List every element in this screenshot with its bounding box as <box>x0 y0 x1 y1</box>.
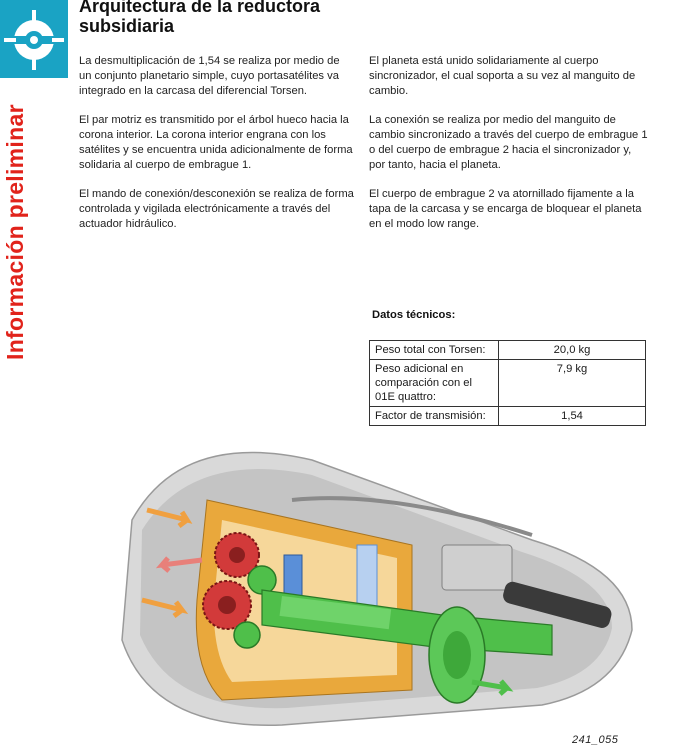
paragraph: El cuerpo de embrague 2 va atornillado fijamente a la tapa de la carcasa y se encarga de bloquear el planeta en el modo low range. <box>369 188 642 230</box>
right-column <box>369 54 649 246</box>
paragraph: La conexión se realiza por medio del manguito de cambio sincronizado a través del cuerpo de embrague 1 o del cuerpo de embrague 2 hacia el sincronizador y, por tanto, hacia el planeta. <box>369 114 648 171</box>
paragraph: La desmultiplicación de 1,54 se realiza por medio de un conjunto planetario simple, cuyo portasatélites va integrado en la carcasa del diferencial Torsen. <box>79 55 340 97</box>
paragraph: El mando de conexión/desconexión se realiza de forma controlada y vigilada electrónicamente a través del actuador hidráulico. <box>79 188 354 230</box>
table-row <box>370 341 646 360</box>
specs-heading: Datos técnicos: <box>372 309 456 321</box>
page-title: Arquitectura de la reductora subsidiaria <box>79 0 321 36</box>
spec-label: Peso adicional en comparación con el 01E quattro: <box>370 360 499 407</box>
gear-transmission-icon <box>0 0 68 78</box>
transmission-cutaway-illustration <box>112 370 652 730</box>
left-column <box>79 54 355 246</box>
side-label: Información preliminar <box>2 104 28 360</box>
paragraph: El planeta está unido solidariamente al cuerpo sincronizador, el cual soporta a su vez al manguito de cambio. <box>369 55 636 97</box>
spec-value: 20,0 kg <box>499 341 646 360</box>
spec-value: 1,54 <box>499 407 646 426</box>
logo <box>0 0 68 78</box>
spec-label: Factor de transmisión: <box>370 407 499 426</box>
figure-number: 241_055 <box>572 734 619 746</box>
spec-value: 7,9 kg <box>499 360 646 407</box>
spec-label: Peso total con Torsen: <box>370 341 499 360</box>
paragraph: El par motriz es transmitido por el árbol hueco hacia la corona interior. La corona interior engrana con los satélites y se encuentra unida adicionalmente de forma solidaria al cuerpo de embrague 1. <box>79 114 353 171</box>
